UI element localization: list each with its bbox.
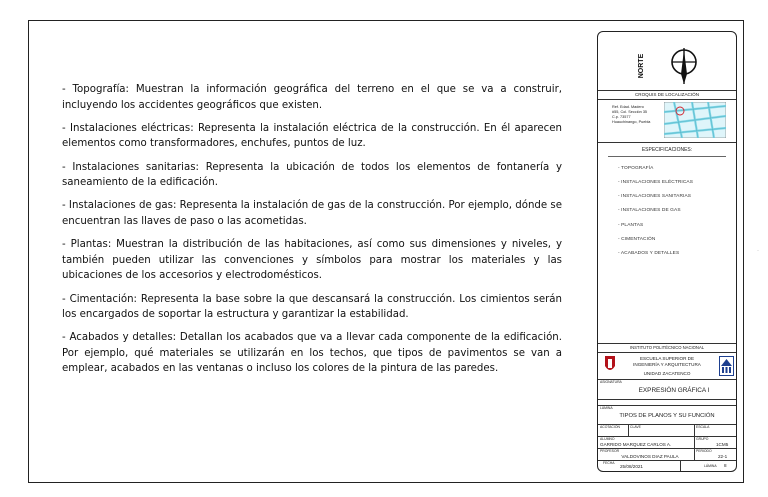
school-line-2: INGENIERÍA Y ARQUITECTURA xyxy=(633,362,701,367)
paragraph-acabados: - Acabados y detalles: Detallan los acabados que va a llevar cada componente de la edificación. Por ejemplo, qué materiales se utilizarán en los techos, que tipos de pavimentos se van a emplear, acabados en las ventanas o incluso los colores de la pintura de las paredes. xyxy=(62,332,562,375)
spec-item: - INSTALACIONES SANITARIAS xyxy=(618,194,692,199)
paragraph-cimentacion: - Cimentación: Representa la base sobre la que descansará la construcción. Los cimientos serán los encargados de soportar la estructura y garantizar la estabilidad. xyxy=(62,293,562,321)
address-line: Ref. Edad. Madero xyxy=(612,105,644,109)
institute-name: INSTITUTO POLITÉCNICO NACIONAL xyxy=(629,345,705,350)
ipn-logo-icon xyxy=(603,354,617,376)
address-line: Huauchinango, Puebla xyxy=(612,120,651,124)
grupo-value: 1CM5 xyxy=(716,442,729,447)
profesor-label: PROFESOR xyxy=(600,449,620,453)
alumno-name: GARRIDO MARQUEZ CARLOS A. xyxy=(600,442,672,447)
acotacion-label: ACOTACIÓN xyxy=(600,425,620,429)
address-line: #55, Col. Sección 35 xyxy=(612,110,648,114)
body-text xyxy=(62,82,562,385)
profesor-name: VALDOVINOS DIAZ PAULA xyxy=(621,454,679,459)
spec-item: - INSTALACIONES DE GAS xyxy=(618,208,681,213)
periodo-label: PERIODO xyxy=(696,449,712,453)
address-block xyxy=(612,105,656,125)
margin-mark: · xyxy=(757,248,759,254)
clave-label: CLAVE xyxy=(630,425,641,429)
spec-item: - CIMENTACIÓN xyxy=(618,237,656,242)
escala-label: ESCALA xyxy=(696,425,710,429)
fecha-label: FECHA xyxy=(603,461,615,465)
alumno-label: ALUMNO xyxy=(600,437,615,441)
fecha-value: 25/08/2021 xyxy=(620,464,643,469)
lamina-label: LÁMINA xyxy=(704,464,717,468)
paragraph-topografia: - Topografía: Muestran la información geográfica del terreno en el que se va a construir, incluyendo los accidentes geográficos que existen. xyxy=(62,84,562,111)
paragraph-gas: - Instalaciones de gas: Representa la instalación de gas de la construcción. Por ejemplo, dónde se encuentran las llaves de paso o las acometidas. xyxy=(62,200,562,227)
north-text: NORTE xyxy=(638,53,645,79)
specs-title: ESPECIFICACIONES: xyxy=(641,147,693,153)
subject-label: ASIGNATURA xyxy=(600,380,622,384)
plano-title: TIPOS DE PLANOS Y SU FUNCIÓN xyxy=(619,413,715,419)
spec-item: - ACABADOS Y DETALLES xyxy=(618,251,680,256)
lamina-value: 8 xyxy=(724,463,727,468)
subject-name: EXPRESIÓN GRÁFICA I xyxy=(638,387,710,394)
north-label xyxy=(634,46,652,86)
paragraph-plantas: - Plantas: Muestran la distribución de las habitaciones, así como sus dimensiones y niveles, y también pueden utilizar las convenciones y símbolos para mostrar los materiales y las ubicaciones de los accesorios y electrodomésticos. xyxy=(62,239,562,282)
north-arrow-icon xyxy=(654,44,698,88)
title-block xyxy=(597,31,737,472)
esia-logo-icon xyxy=(719,356,734,376)
spec-item: - INSTALACIONES ELÉCTRICAS xyxy=(618,180,694,185)
croquis-label: CROQUIS DE LOCALIZACIÓN xyxy=(634,92,700,97)
periodo-value: 22-1 xyxy=(718,454,728,459)
unit-name: UNIDAD ZACATENCO xyxy=(643,371,691,376)
grupo-label: GRUPO xyxy=(696,437,709,441)
school-line-1: ESCUELA SUPERIOR DE xyxy=(639,356,695,361)
paragraph-electricas: - Instalaciones eléctricas: Representa la instalación eléctrica de la construcción. En él aparecen elementos como transformadores, enchufes, puntos de luz. xyxy=(62,122,562,150)
plano-label: LÁMINA xyxy=(600,406,613,410)
location-map xyxy=(664,102,726,138)
paragraph-sanitarias: - Instalaciones sanitarias: Representa la ubicación de todos los elementos de fontanería y saneamiento de la edificación. xyxy=(62,161,562,189)
spec-item: - PLANTAS xyxy=(618,223,644,228)
spec-item: - TOPOGRAFÍA xyxy=(618,166,654,171)
address-line: C.p. 73577 xyxy=(612,115,631,119)
